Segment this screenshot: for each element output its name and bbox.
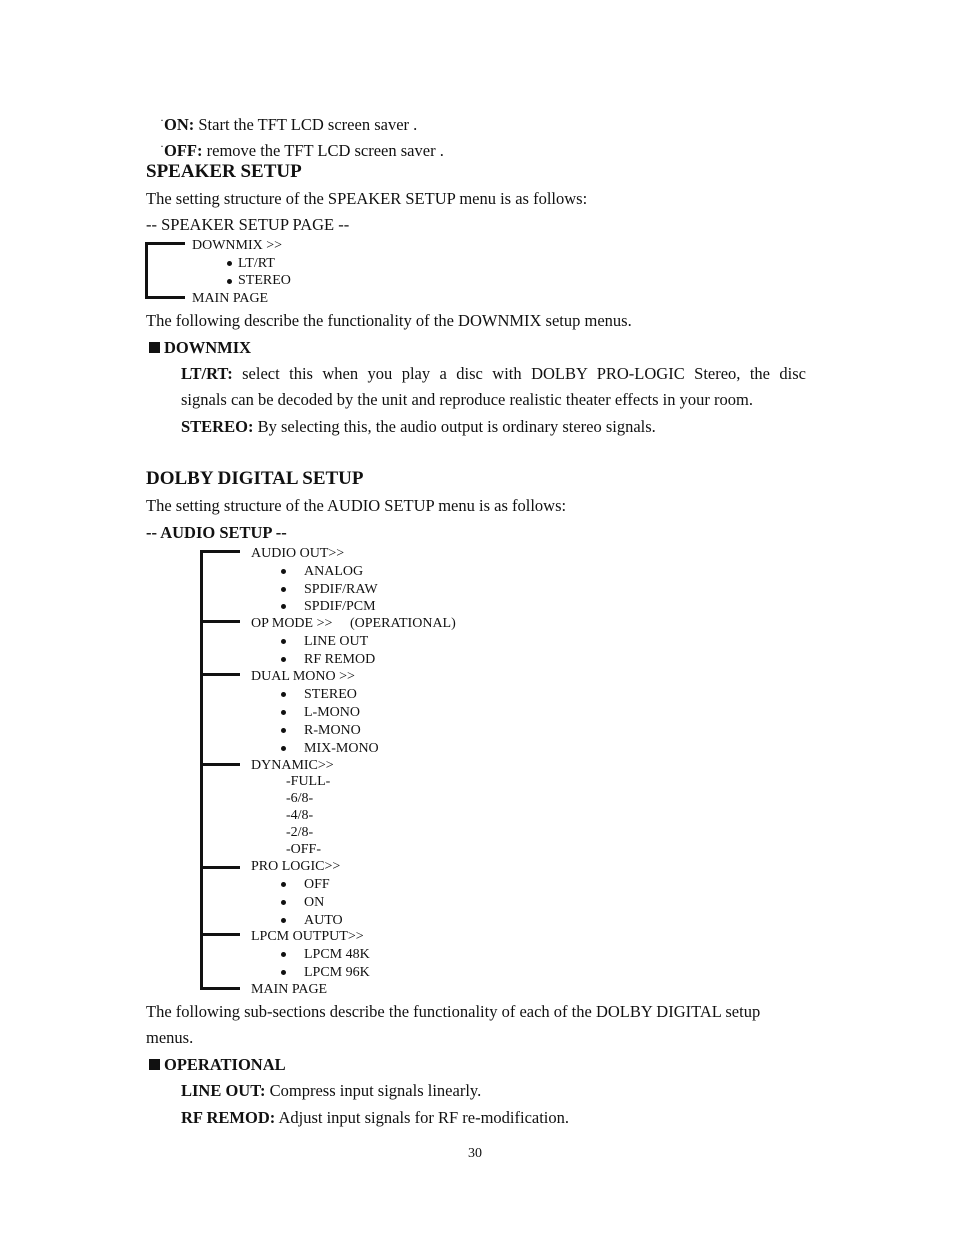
tree-item-main-page: MAIN PAGE xyxy=(192,291,269,306)
tree-item-mix-mono: MIX-MONO xyxy=(304,741,379,756)
tree-item-stereo: STEREO xyxy=(238,273,291,288)
operational-subheading xyxy=(149,1055,286,1075)
audio-setup-label: -- AUDIO SETUP -- xyxy=(146,523,287,542)
screensaver-on-line xyxy=(160,110,417,135)
tree-item-dual-mono: DUAL MONO >> xyxy=(251,669,355,684)
square-bullet-icon xyxy=(149,342,160,353)
stereo-text: By selecting this, the audio output is ordinary stereo signals. xyxy=(253,417,656,436)
rf-remod-line xyxy=(181,1108,569,1128)
tick-mark: · xyxy=(160,139,164,153)
bullet xyxy=(281,900,286,905)
tree-item-spdif-pcm: SPDIF/PCM xyxy=(304,599,376,614)
tree-branch xyxy=(200,763,240,766)
downmix-subheading-text: DOWNMIX xyxy=(164,338,252,357)
ltrt-line-2: signals can be decoded by the unit and reproduce realistic theater effects in your room. xyxy=(181,390,753,409)
tree-branch xyxy=(200,550,240,553)
bullet xyxy=(281,710,286,715)
tree-branch xyxy=(200,620,240,623)
tree-item-main-page: MAIN PAGE xyxy=(251,982,328,997)
tree-item-pl-auto: AUTO xyxy=(304,913,343,928)
screensaver-off-line xyxy=(160,136,444,161)
tree-item-analog: ANALOG xyxy=(304,564,364,579)
tree-item-pl-off: OFF xyxy=(304,877,330,892)
tree-item-pro-logic: PRO LOGIC>> xyxy=(251,859,341,874)
tree-item-2-8: -2/8- xyxy=(286,825,314,840)
ltrt-line-1 xyxy=(181,364,806,384)
speaker-page-label: -- SPEAKER SETUP PAGE -- xyxy=(146,215,350,234)
tree-item-full: -FULL- xyxy=(286,774,331,789)
dolby-setup-heading: DOLBY DIGITAL SETUP xyxy=(146,468,364,489)
tree-item-op-mode: OP MODE >> xyxy=(251,616,333,631)
tree-branch xyxy=(200,673,240,676)
tree-item-dm-stereo: STEREO xyxy=(304,687,357,702)
off-term: OFF: xyxy=(164,141,203,160)
bullet xyxy=(227,261,232,266)
line-out-line xyxy=(181,1081,481,1101)
stereo-term: STEREO: xyxy=(181,417,254,436)
tree-item-lpcm-96k: LPCM 96K xyxy=(304,965,370,980)
square-bullet-icon xyxy=(149,1059,160,1070)
line-out-term: LINE OUT: xyxy=(181,1081,266,1100)
speaker-intro: The setting structure of the SPEAKER SETUP menu is as follows: xyxy=(146,189,588,208)
tree-item-lpcm-48k: LPCM 48K xyxy=(304,947,370,962)
tree-item-4-8: -4/8- xyxy=(286,808,314,823)
rf-remod-term: RF REMOD: xyxy=(181,1108,276,1127)
dolby-describe-line-2: menus. xyxy=(146,1028,194,1047)
tree-trunk xyxy=(200,550,203,989)
downmix-subheading xyxy=(149,338,251,358)
tick-mark: · xyxy=(160,113,164,127)
tree-item-ltrt: LT/RT xyxy=(238,256,275,271)
tree-item-off: -OFF- xyxy=(286,842,322,857)
tree-item-pl-on: ON xyxy=(304,895,325,910)
tree-item-line-out: LINE OUT xyxy=(304,634,369,649)
bullet xyxy=(281,882,286,887)
bullet xyxy=(281,657,286,662)
line-out-text: Compress input signals linearly. xyxy=(265,1081,482,1100)
bullet xyxy=(281,746,286,751)
on-text: Start the TFT LCD screen saver . xyxy=(194,115,418,134)
page-number: 30 xyxy=(468,1146,482,1161)
bullet xyxy=(281,587,286,592)
tree-branch xyxy=(145,242,185,245)
tree-item-dynamic: DYNAMIC>> xyxy=(251,758,334,773)
tree-branch xyxy=(200,987,240,990)
bullet xyxy=(281,728,286,733)
tree-item-r-mono: R-MONO xyxy=(304,723,361,738)
rf-remod-text: Adjust input signals for RF re-modification. xyxy=(275,1108,570,1127)
bullet xyxy=(281,918,286,923)
stereo-line xyxy=(181,417,656,437)
bullet xyxy=(281,569,286,574)
bullet xyxy=(281,692,286,697)
ltrt-text-1: select this when you play a disc with DOLBY PRO-LOGIC Stereo, the disc xyxy=(242,364,807,383)
tree-branch xyxy=(200,933,240,936)
tree-item-rf-remod: RF REMOD xyxy=(304,652,376,667)
tree-item-audio-out: AUDIO OUT>> xyxy=(251,546,345,561)
bullet xyxy=(281,970,286,975)
bullet xyxy=(281,639,286,644)
bullet xyxy=(281,952,286,957)
tree-item-lpcm: LPCM OUTPUT>> xyxy=(251,929,364,944)
tree-item-6-8: -6/8- xyxy=(286,791,314,806)
tree-branch xyxy=(200,866,240,869)
tree-item-l-mono: L-MONO xyxy=(304,705,360,720)
tree-item-spdif-raw: SPDIF/RAW xyxy=(304,582,378,597)
bullet xyxy=(227,279,232,284)
on-term: ON: xyxy=(164,115,195,134)
ltrt-term: LT/RT: xyxy=(181,364,233,383)
off-text: remove the TFT LCD screen saver . xyxy=(202,141,444,160)
dolby-intro: The setting structure of the AUDIO SETUP menu is as follows: xyxy=(146,496,567,515)
downmix-describe: The following describe the functionality of the DOWNMIX setup menus. xyxy=(146,311,632,330)
speaker-setup-heading: SPEAKER SETUP xyxy=(146,161,302,182)
tree-item-op-note: (OPERATIONAL) xyxy=(350,616,456,631)
tree-item-downmix: DOWNMIX >> xyxy=(192,238,283,253)
operational-subheading-text: OPERATIONAL xyxy=(164,1055,286,1074)
tree-branch xyxy=(145,296,185,299)
tree-trunk xyxy=(145,242,148,299)
dolby-describe-line-1: The following sub-sections describe the functionality of each of the DOLBY DIGITAL setup xyxy=(146,1002,761,1021)
bullet xyxy=(281,604,286,609)
